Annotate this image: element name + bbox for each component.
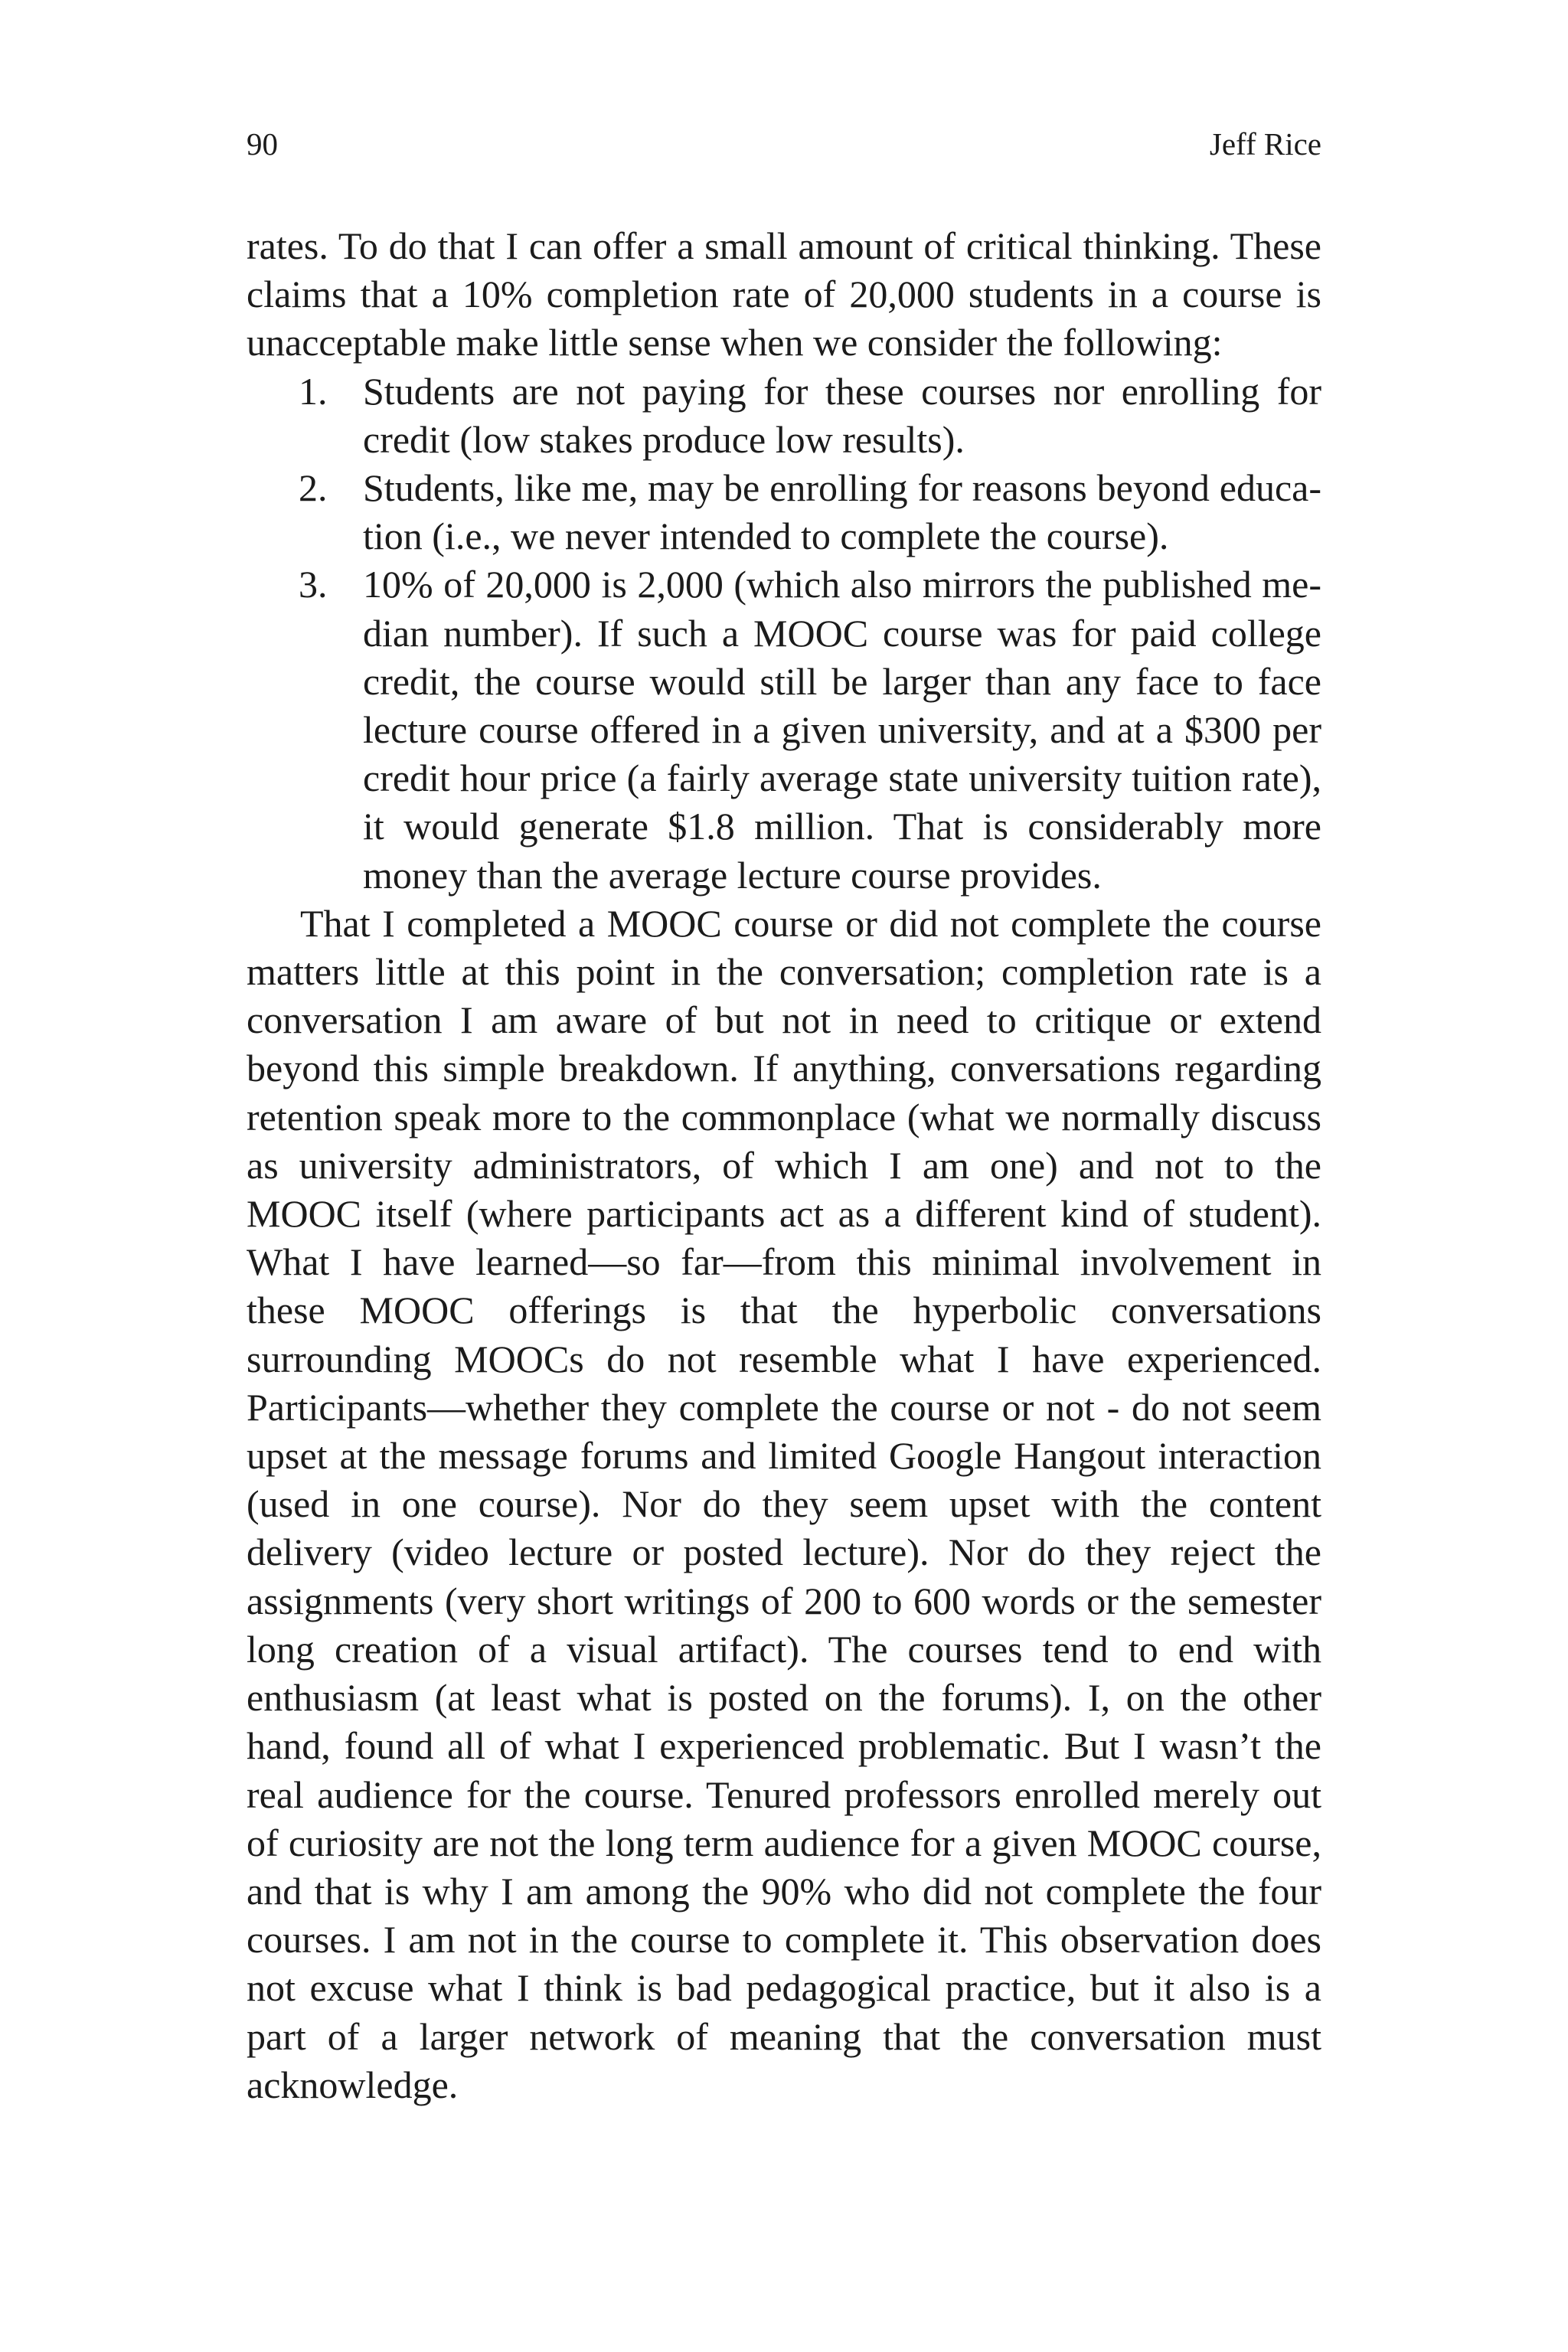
page-number: 90 [247,126,278,162]
running-head-author: Jeff Rice [1209,126,1321,162]
list-item-number: 3. [299,563,328,606]
list-item-text: 10% of 20,000 is 2,000 (which also mirrors the published median number). If such a MOOC course was for paid college credit, the course would still be larger than any face to face lecture course offered in a given university, and at a $300 per credit hour price (a fairly average state university tuition rate), it would generate $1.8 million. That is considerably more money than the average lecture course provides. [363,563,1321,897]
list-item [247,560,1321,899]
list-item-text: Students are not paying for these courses nor enrolling for credit (low stakes produce low results). [363,369,1321,461]
intro-paragraph: rates. To do that I can offer a small amount of critical thinking. These claims that a 10% completion rate of 20,000 students in a course is unacceptable make little sense when we consider the following: [247,224,1321,364]
running-head [247,121,1321,167]
list-item-number: 2. [299,466,328,510]
list-item-number: 1. [299,369,328,413]
numbered-list [247,368,1321,900]
list-item [247,368,1321,464]
body-text [247,222,1321,2109]
list-item-text: Students, like me, may be enrolling for reasons beyond education (i.e., we never intended to complete the course). [363,466,1321,558]
list-item [247,464,1321,560]
body-paragraph: That I completed a MOOC course or did not complete the course matters little at this point in the conversation; completion rate is a conversation I am aware of but not in need to critique or extend beyond this simple breakdown. If anything, conversations regarding retention speak more to the commonplace (what we normally discuss as university administrators, of which I am one) and not to the MOOC itself (where participants act as a different kind of student). What I have learned—so far—from this minimal involvement in these MOOC offerings is that the hyperbolic conversations surrounding MOOCs do not resemble what I have experienced. Participants—whether they complete the course or not - do not seem upset at the message forums and limited Google Hangout interaction (used in one course). Nor do they seem upset with the content delivery (video lecture or posted lecture). Nor do they reject the assignments (very short writings of 200 to 600 words or the semester long creation of a visual artifact). The courses tend to end with enthusiasm (at least what is posted on the forums). I, on the other hand, found all of what I experienced problematic. But I wasn’t the real audience for the course. Tenured professors enrolled merely out of curiosity are not the long term audience for a given MOOC course, and that is why I am among the 90% who did not complete the four courses. I am not in the course to complete it. This observation does not excuse what I think is bad pedagogical practice, but it also is a part of a larger network of meaning that the conversation must acknowledge. [247,901,1321,2106]
